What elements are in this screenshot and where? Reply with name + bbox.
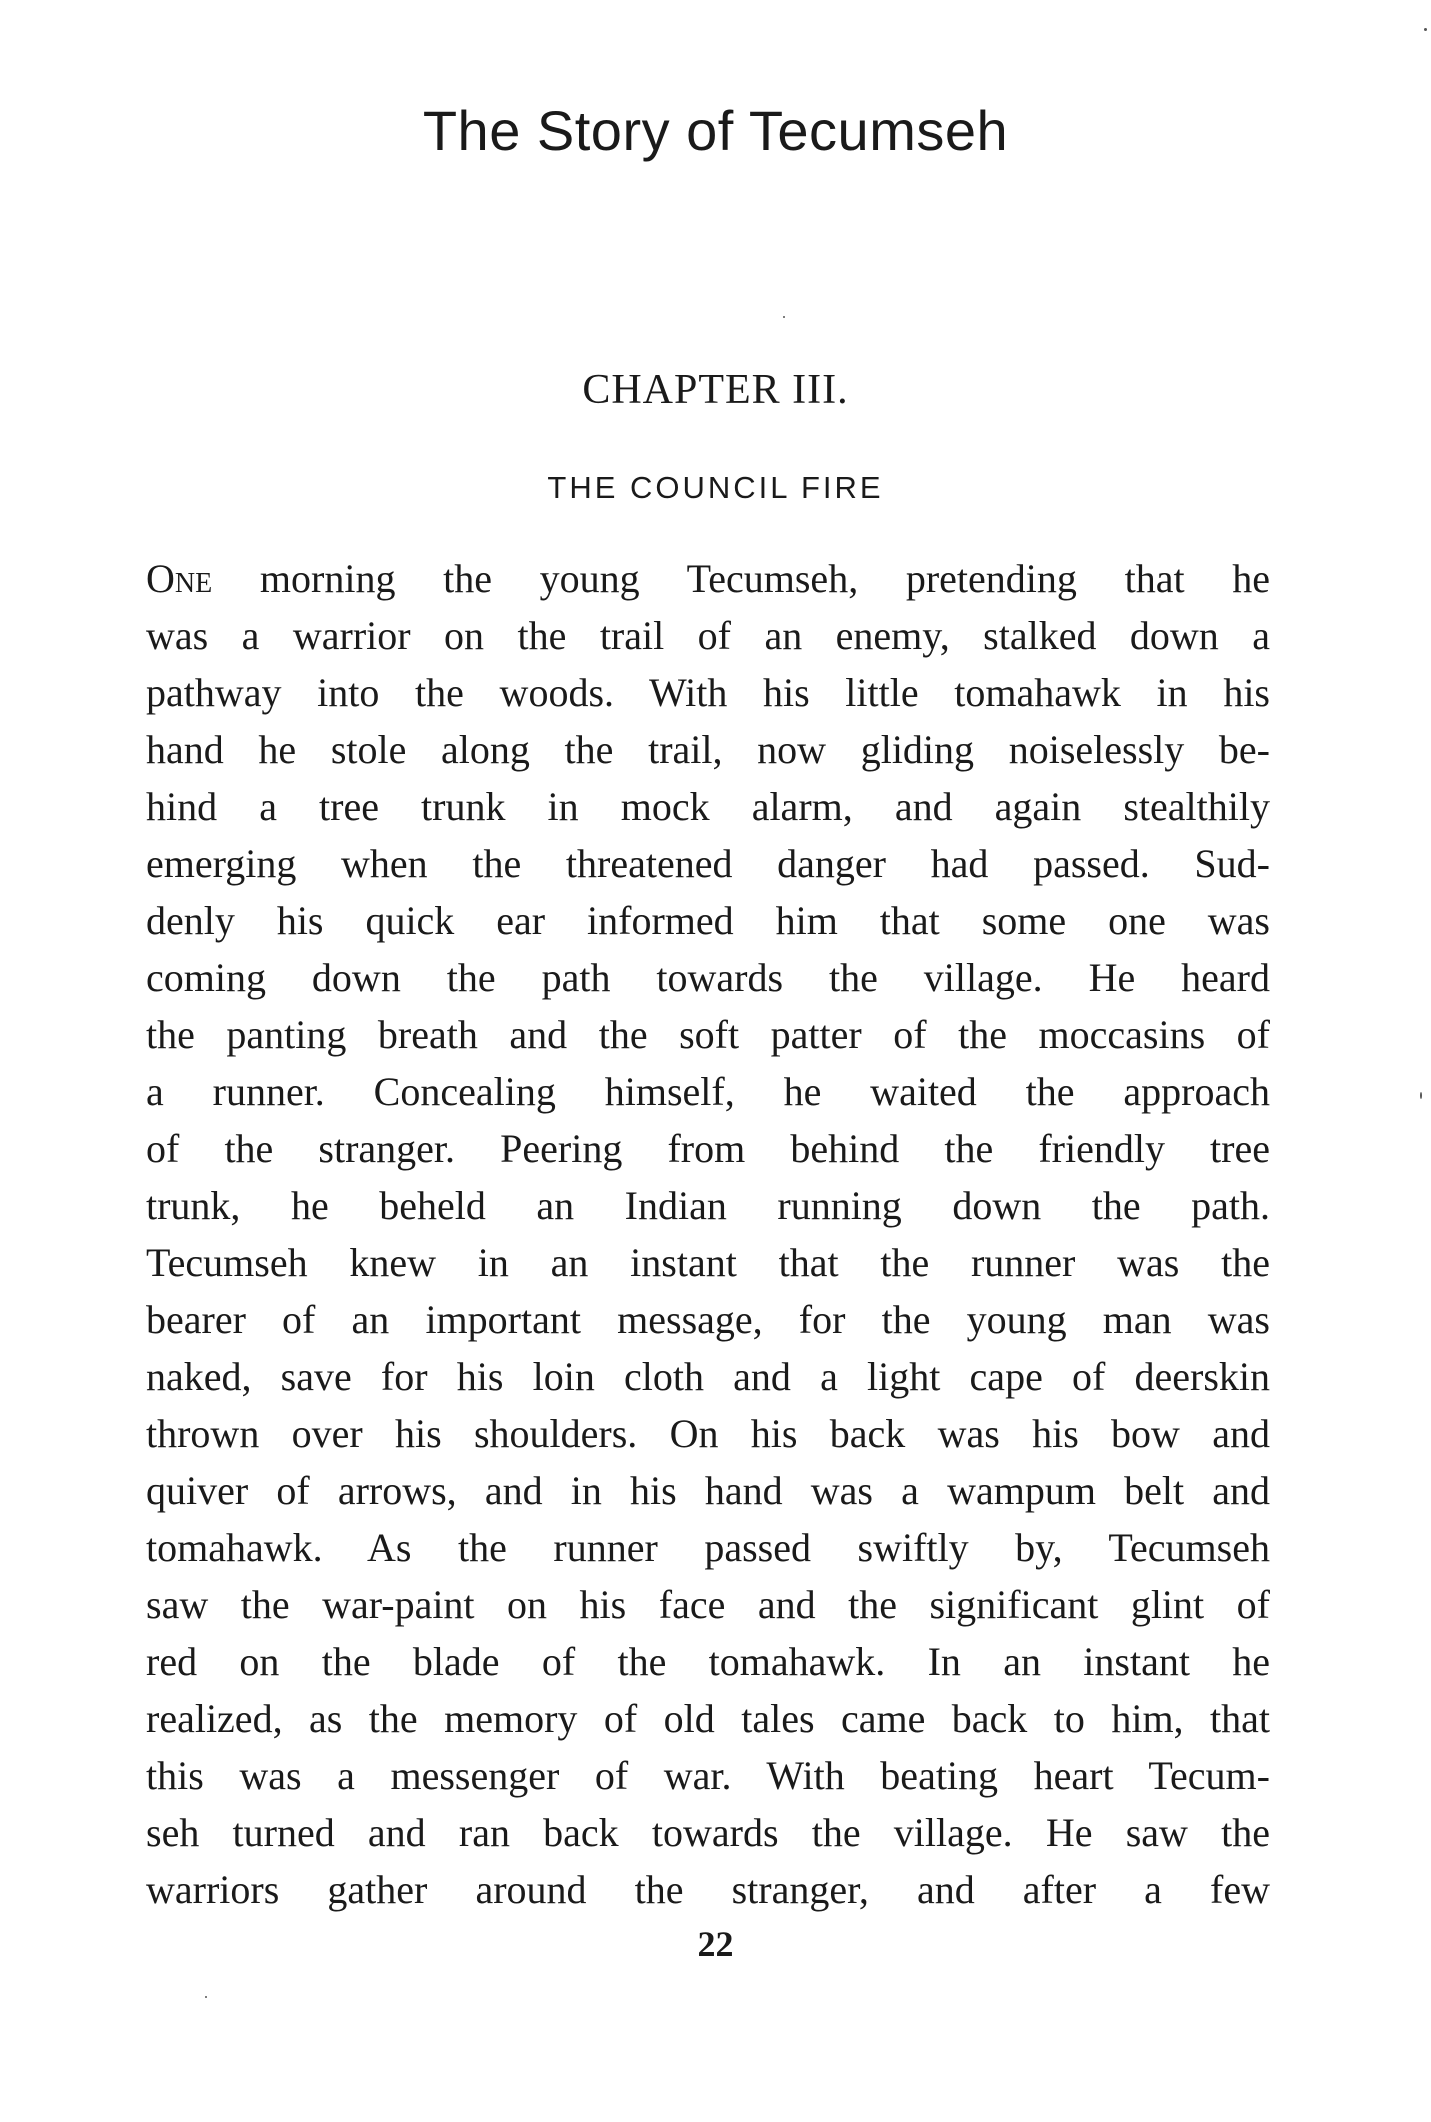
text-line: denly his quick ear informed him that some one was xyxy=(146,898,1270,943)
text-line: of the stranger. Peering from behind the friendly tree xyxy=(146,1126,1270,1171)
scan-speck xyxy=(1424,28,1427,31)
text-line: seh turned and ran back towards the village. He saw the xyxy=(146,1810,1270,1855)
scan-speck xyxy=(1420,1092,1422,1099)
scan-speck xyxy=(783,316,785,318)
text-line: hind a tree trunk in mock alarm, and again stealthily xyxy=(146,784,1270,829)
text-line: naked, save for his loin cloth and a light cape of deerskin xyxy=(146,1354,1270,1399)
text-line: coming down the path towards the village. He heard xyxy=(146,955,1270,1000)
text-line: emerging when the threatened danger had passed. Sud- xyxy=(146,841,1270,886)
text-line: this was a messenger of war. With beating heart Tecum- xyxy=(146,1753,1270,1798)
chapter-number: CHAPTER III. xyxy=(582,367,849,413)
text-line: trunk, he beheld an Indian running down the path. xyxy=(146,1183,1270,1228)
text-line: hand he stole along the trail, now gliding noiselessly be- xyxy=(146,727,1270,772)
text-line: tomahawk. As the runner passed swiftly by, Tecumseh xyxy=(146,1525,1270,1570)
text-line: red on the blade of the tomahawk. In an instant he xyxy=(146,1639,1270,1684)
body-paragraph xyxy=(146,550,1270,1918)
text-line: was a warrior on the trail of an enemy, stalked down a xyxy=(146,613,1270,658)
text-line: a runner. Concealing himself, he waited the approach xyxy=(146,1069,1270,1114)
scan-speck xyxy=(205,1996,207,1998)
text-line: the panting breath and the soft patter of the moccasins of xyxy=(146,1012,1270,1057)
text-line: realized, as the memory of old tales came back to him, that xyxy=(146,1696,1270,1741)
text-line-rest: morning the young Tecumseh, pretending that he xyxy=(212,556,1270,601)
text-line: bearer of an important message, for the young man was xyxy=(146,1297,1270,1342)
page-number: 22 xyxy=(697,1924,734,1964)
text-line: quiver of arrows, and in his hand was a wampum belt and xyxy=(146,1468,1270,1513)
text-line: thrown over his shoulders. On his back was his bow and xyxy=(146,1411,1270,1456)
text-line: warriors gather around the stranger, and after a few xyxy=(146,1867,1270,1912)
text-line xyxy=(146,550,1270,607)
text-line: pathway into the woods. With his little tomahawk in his xyxy=(146,670,1270,715)
running-head: The Story of Tecumseh xyxy=(422,99,1009,162)
text-line: Tecumseh knew in an instant that the runner was the xyxy=(146,1240,1270,1285)
drop-word: One xyxy=(146,556,213,601)
text-line: saw the war-paint on his face and the significant glint of xyxy=(146,1582,1270,1627)
chapter-title: THE COUNCIL FIRE xyxy=(547,470,884,505)
